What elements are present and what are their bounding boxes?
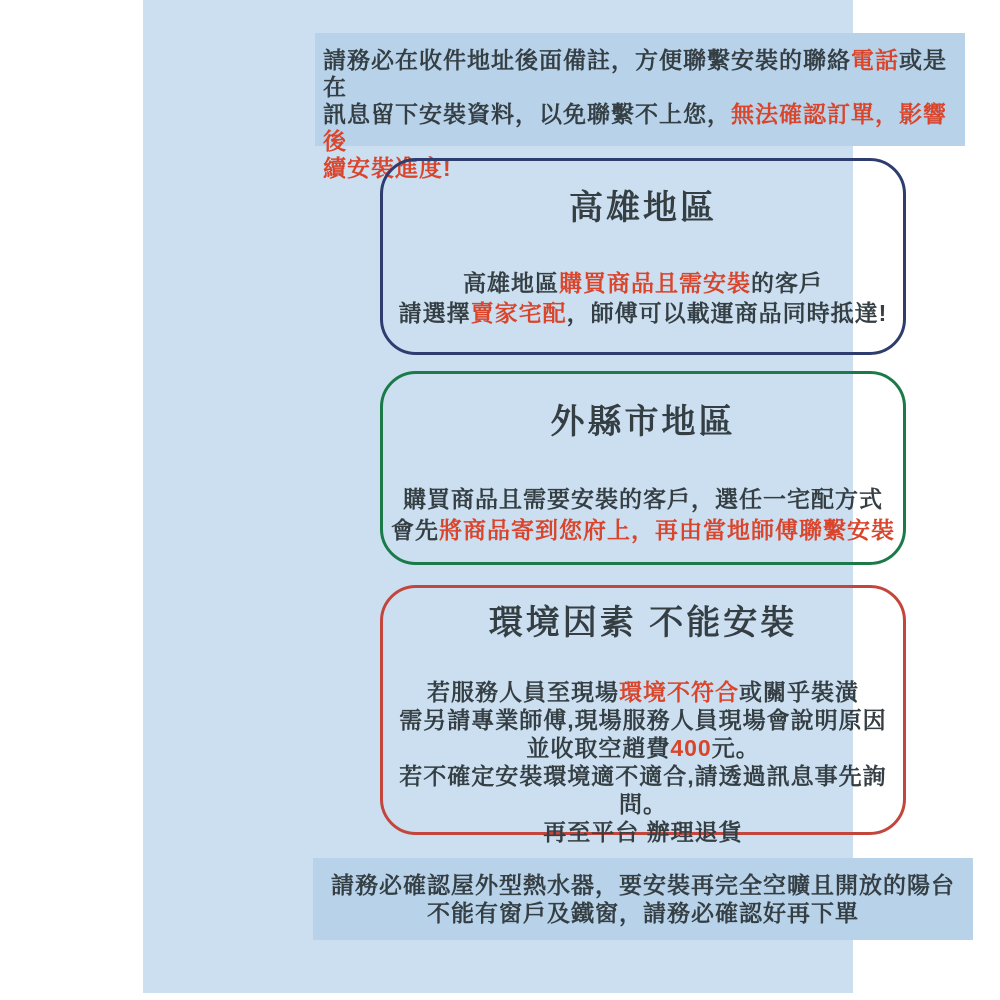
text-segment: 的客戶 bbox=[751, 270, 823, 296]
text-segment: 若服務人員至現場 bbox=[427, 679, 619, 705]
other-counties-body-line-1 bbox=[383, 484, 903, 515]
text-segment: 環境不符合 bbox=[619, 679, 739, 705]
text-segment: 請選擇 bbox=[398, 300, 471, 326]
text-segment: ，師傅可以載運商品同時抵達! bbox=[566, 300, 888, 326]
kaohsiung-card-body bbox=[383, 268, 903, 328]
bottom-notice bbox=[313, 858, 973, 940]
kaohsiung-body-line-2 bbox=[383, 298, 903, 328]
environment-body-line-3 bbox=[383, 734, 903, 762]
text-segment: 電話 bbox=[851, 47, 899, 73]
top-notice bbox=[315, 33, 965, 181]
blue-panel bbox=[143, 0, 955, 993]
environment-card-body bbox=[383, 678, 903, 846]
text-segment: 請務必確認屋外型熱水器，要安裝再完全空曠且開放的陽台 bbox=[331, 872, 955, 898]
text-segment: 購買商品且需要安裝的客戶，選任一宅配方式 bbox=[403, 486, 883, 512]
text-segment: 或關乎裝潢 bbox=[739, 679, 859, 705]
text-segment: 元。 bbox=[711, 735, 760, 761]
text-segment: 購買商品且需安裝 bbox=[559, 270, 751, 296]
text-segment: 無法確認訂單，影響後 bbox=[323, 101, 947, 154]
text-segment: 請務必在收件地址後面備註，方便聯繫安裝的聯絡 bbox=[323, 47, 851, 73]
other-counties-card-title: 外縣市地區 bbox=[550, 403, 736, 441]
environment-body-line-5 bbox=[383, 818, 903, 846]
kaohsiung-area-card bbox=[380, 158, 906, 355]
text-segment: 並收取空趙費 bbox=[526, 735, 671, 761]
other-counties-card bbox=[380, 371, 906, 565]
bottom-notice-line-1 bbox=[313, 871, 973, 899]
text-segment: 400 bbox=[670, 735, 712, 761]
environment-restriction-card bbox=[380, 585, 906, 845]
environment-body-line-1 bbox=[383, 678, 903, 706]
text-segment: 續安裝進度! bbox=[323, 155, 452, 181]
bottom-notice-line-2 bbox=[313, 899, 973, 927]
other-counties-card-body bbox=[383, 484, 903, 546]
text-segment: 訊息留下安裝資料，以免聯繫不上您， bbox=[323, 101, 731, 127]
text-segment: 將商品寄到您府上，再由當地師傅聯繫安裝 bbox=[439, 517, 895, 543]
text-segment: 若不確定安裝環境適不適合,請透過訊息事先詢問。 bbox=[399, 763, 887, 817]
environment-body-line-4 bbox=[383, 762, 903, 818]
environment-body-line-2 bbox=[383, 706, 903, 734]
text-segment: 高雄地區 bbox=[463, 270, 559, 296]
text-segment: 再至平台 辦理退貨 bbox=[543, 819, 743, 845]
top-notice-line-2 bbox=[323, 101, 957, 155]
kaohsiung-card-title: 高雄地區 bbox=[569, 189, 717, 227]
kaohsiung-body-line-1 bbox=[383, 268, 903, 298]
environment-card-title: 環境因素 不能安裝 bbox=[488, 604, 798, 642]
other-counties-body-line-2 bbox=[383, 515, 903, 546]
text-segment: 或是在 bbox=[323, 47, 947, 100]
text-segment: 不能有窗戶及鐵窗，請務必確認好再下單 bbox=[427, 900, 859, 926]
text-segment: 需另請專業師傅,現場服務人員現場會說明原因 bbox=[399, 707, 887, 733]
top-notice-line-1 bbox=[323, 47, 957, 101]
text-segment: 賣家宅配 bbox=[470, 300, 567, 326]
text-segment: 會先 bbox=[391, 517, 439, 543]
